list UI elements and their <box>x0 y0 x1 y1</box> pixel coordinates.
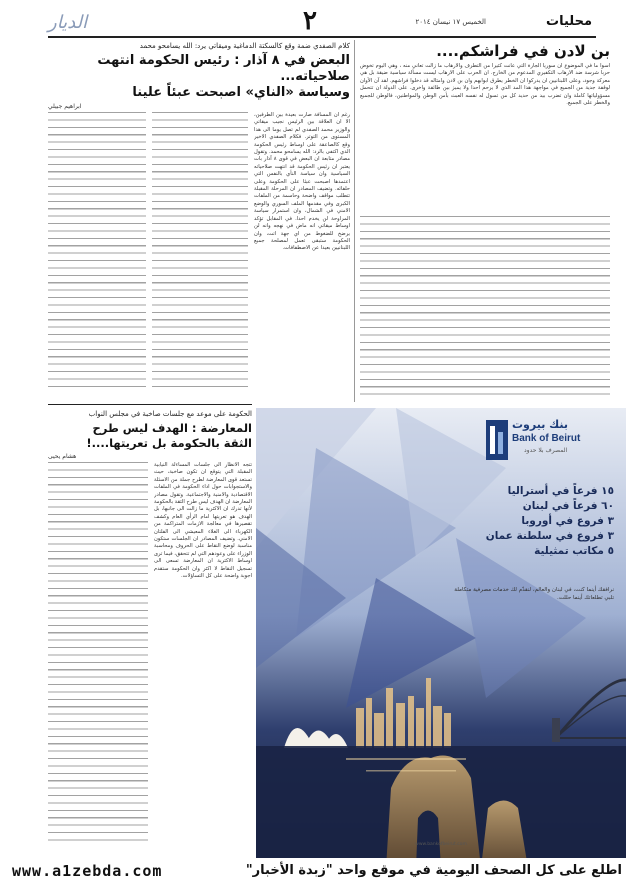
footer-promo: اطلع على كل الصحف اليومية في موقع واحد "زبدة الأخبار" <box>245 863 622 878</box>
bank-logo[interactable] <box>484 414 614 474</box>
ad-copy: نرافقك أينما كنت، في لبنان والعالم، لنقدّم لك خدمات مصرفية متكاملة تلبي تطلعاتك أينما حللت. <box>454 587 614 601</box>
bank-logo-icon <box>486 420 508 460</box>
right-article-continued-text <box>360 216 610 401</box>
main-article-body: رغم ان المسافة صارت بعيدة بين الطرفين، الا ان العلاقة بين الرئيس نجيب ميقاتي والوزير محمد الصفدي لم تصل يوما الى هذا المستوى من التوتر. فكلام الصفدي الاخير وقع كالصاعقة على اوساط رئيس الحكومة الذي اكتفى بالرد: الله يسامحو محمد. وتقول مصادر متابعة ان البعض في قوى ٨ آذار بات يعتبر ان رئيس الحكومة قد انتهت صلاحياته السياسية وان سياسة النأي بالنفس التي اعتمدها اصبحت عبئا على الحكومة وعلى حلفائه. وتضيف المصادر ان المرحلة المقبلة تتطلب مواقف واضحة وحاسمة من الملفات الكبرى وفي مقدمها الملف السوري والوضع الامني في الشمال، وان استمرار سياسة المراوحة لن يخدم احدا. في المقابل تؤكد اوساط ميقاتي انه ماض في نهجه وانه لن يرضخ للضغوط من اي جهة اتت، وان الحكومة ستبقى تعمل لمصلحة جميع اللبنانيين بعيدا عن الاصطفافات. <box>254 112 350 252</box>
right-article <box>360 42 610 402</box>
main-article-subheadline: وسياسة «الناي» اصبحت عبئاً علينا <box>132 85 350 100</box>
ad-fine-print: www.bankofbeirut.com <box>415 842 467 847</box>
main-article-column-2 <box>152 112 248 387</box>
masthead <box>48 6 596 38</box>
bank-name-english: Bank of Beirut <box>512 433 581 444</box>
website-link[interactable]: www.a1zebda.com <box>12 862 163 880</box>
ad-background <box>256 408 626 868</box>
branch-line: ٥ مكاتب تمثيلية <box>534 545 614 557</box>
main-article-kicker: كلام الصفدي ضمة وقع كالسكتة الدماغية وميقاتي يرد: الله يسامحو محمد <box>139 42 350 50</box>
lower-article-byline: هشام يحيى <box>48 453 77 460</box>
main-article <box>48 42 350 402</box>
lower-article-headline: المعارضة : الهدف ليس طرح <box>92 421 252 435</box>
bank-name-arabic: بنك بيروت <box>512 418 569 431</box>
section-divider <box>48 404 252 405</box>
branch-line: ٦٠ فرعاً في لبنان <box>522 500 614 512</box>
branch-list <box>464 484 614 559</box>
issue-date: الخميس ١٧ نيسان ٢٠١٤ <box>415 18 486 26</box>
branch-line: ٣ فروع في أوروبا <box>521 515 614 527</box>
lower-article-kicker: الحكومة على موعد مع جلسات صاخبة في مجلس النواب <box>88 410 252 418</box>
lower-article-subheadline: الثقة بالحكومة بل تعريتها....! <box>86 436 252 450</box>
main-article-byline: ابراهيم جبيلي <box>48 103 82 110</box>
section-title: محليات <box>546 14 592 29</box>
bank-advertisement[interactable] <box>256 408 626 868</box>
branch-line: ٣ فروع في سلطنة عمان <box>485 530 614 542</box>
branch-line: ١٥ فرعاً في أستراليا <box>507 485 614 497</box>
footer-banner <box>0 858 632 887</box>
right-article-body: اسوأ ما في الموضوع ان سوريا الجارة التي عانت كثيرا من التطرف والارهاب ما زالت تعاني منه ، وهي اليوم تخوض حربا شرسة ضد الارهاب التكفيري المدعوم من الخارج. ان الحرب على الارهاب ليست مسألة سياسية ضيقة بل هي معركة وجود، وعلى اللبنانيين ان يدركوا ان الخطر يطرق ابوابهم وان بن لادن وامثاله قد دخلوا فراشهم. لقد آن الأوان لوقفة جدية من الجميع في مواجهة هذا المد الذي لا يرحم احدا ولا يميز بين طائفة واخرى. على الدولة ان تتحمل مسؤولياتها كاملة وان تضرب بيد من حديد كل من تسول له نفسه العبث بأمن الوطن والمواطنين، فالوطن للجميع والخطر على الجميع. <box>360 63 610 107</box>
page-number: ٢ <box>303 6 317 36</box>
column-divider <box>354 40 355 402</box>
lower-article <box>48 410 252 850</box>
bank-tagline: المصرف بلا حدود <box>524 447 568 454</box>
right-article-headline: بن لادن في فراشكم.... <box>436 42 610 60</box>
lower-article-body: تتجه الانظار الى جلسات المساءلة النيابية المقبلة التي يتوقع ان تكون صاخبة، حيث تستعد قوى المعارضة لطرح جملة من الاسئلة والاستجوابات حول اداء الحكومة في الملفات الاقتصادية والامنية والاجتماعية. وتقول مصادر المعارضة ان الهدف ليس طرح الثقة بالحكومة لأنها تدرك ان الاكثرية ما زالت الى جانبها، بل الهدف هو تعريتها امام الرأي العام وكشف تقصيرها في معالجة الازمات المتراكمة من الكهرباء الى الغلاء المعيشي الى الفلتان الامني. وتضيف المصادر ان الجلسات ستكون مناسبة لوضع النقاط على الحروف ومحاسبة الوزراء على وعودهم التي لم تتحقق، فيما ترى اوساط الاكثرية ان المعارضة تسعى الى تسجيل النقاط لا اكثر وان الحكومة ستقدم اجوبة واضحة على كل التساؤلات. <box>154 462 252 580</box>
main-article-column-3 <box>48 112 146 387</box>
main-article-headline: البعض في ٨ آذار : رئيس الحكومة انتهت صلاحياته... <box>97 53 350 84</box>
lower-article-column-2 <box>48 462 148 842</box>
newspaper-logo: الديار <box>48 12 88 33</box>
